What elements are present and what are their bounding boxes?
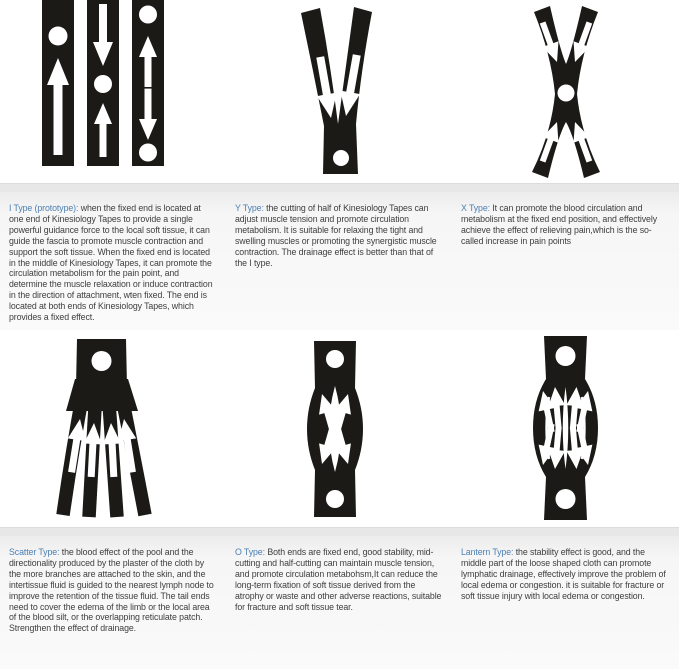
description-row-bottom xyxy=(0,536,679,669)
scatter-type-illustration-cell xyxy=(0,330,226,527)
o-type-tape-icon xyxy=(303,340,367,518)
x-type-illustration-cell xyxy=(452,0,679,183)
tape-hole xyxy=(556,346,576,366)
y-type-illustration-cell xyxy=(226,0,452,183)
tape-hole xyxy=(557,85,574,102)
description-row-top xyxy=(0,192,679,330)
lantern-type-tape-icon xyxy=(532,335,599,521)
i-type-tape-icon xyxy=(42,0,164,166)
i-type-heading: I Type (prototype): xyxy=(9,203,79,213)
illustration-row-bottom xyxy=(0,330,679,527)
tape-hole xyxy=(49,27,68,46)
section-divider xyxy=(0,527,679,536)
scatter-type-body: the blood effect of the pool and the directionality produced by the plaster of the cloth by the more branches are attached to the skin, and the intertissue fluid is guided to the nearest lymph node to improve the retention of the tissue fluid. The tail ends need to cover the edema of the limb or the local area of the blood silt, or the overlapping reticulate patch. Strengthen the effect of drainage. xyxy=(9,547,214,634)
x-type-heading: X Type: xyxy=(461,203,490,213)
tape-strip-middle xyxy=(87,0,119,166)
lantern-type-illustration-cell xyxy=(452,330,679,527)
scatter-type-description xyxy=(0,536,226,669)
tape-hole xyxy=(139,6,157,24)
o-type-illustration-cell xyxy=(226,330,452,527)
tape-strip-right xyxy=(132,0,164,166)
i-type-body: when the fixed end is located at one end of Kinesiology Tapes to provide a single powerful guidance force to the local soft tissue, it can guide the fascia to promote muscle contraction and support the soft tissue. When the fixed end is located in the middle of Kinesiology Tapes, it can promote the circulation metabolism for the pain point, and determine the muscle relaxation or induce contraction in the direction of attachment, wten fixed. The end is located at both ends of Kinesiology Tapes, which provides a fixed effect. xyxy=(9,203,213,323)
illustration-row-top xyxy=(0,0,679,183)
scatter-type-tape-icon xyxy=(56,337,156,519)
y-type-tape-icon xyxy=(298,6,372,176)
lantern-type-heading: Lantern Type: xyxy=(461,547,514,557)
lantern-type-body: the stability effect is good, and the middle part of the loose shaped cloth can promote lymphatic drainage, effectively improve the problem of local edema or congestion. it is suitable for fracture or soft tissue injury with local edema or congestion. xyxy=(461,547,666,601)
scatter-type-heading: Scatter Type: xyxy=(9,547,60,557)
tape-strip-left xyxy=(42,0,74,166)
x-type-description xyxy=(452,192,679,330)
y-type-description xyxy=(226,192,452,330)
lantern-type-description xyxy=(452,536,679,669)
o-type-description xyxy=(226,536,452,669)
o-type-body: Both ends are fixed end, good stability, mid-cutting and half-cutting can maintain muscle tension, and promote circulation metabohsm,It can reduce the long-term fixation of soft tissue derived from the atrophy or waste and other adverse reactions, suitable for fracture and soft tissue tear. xyxy=(235,547,442,612)
tape-hole xyxy=(333,150,349,166)
tape-hole xyxy=(92,351,112,371)
tape-hole xyxy=(556,489,576,509)
tape-hole xyxy=(139,144,157,162)
section-divider xyxy=(0,183,679,192)
y-type-heading: Y Type: xyxy=(235,203,264,213)
tape-hole xyxy=(326,490,344,508)
tape-hole xyxy=(94,75,112,93)
o-type-heading: O Type: xyxy=(235,547,265,557)
i-type-description xyxy=(0,192,226,330)
x-type-body: It can promote the blood circulation and metabolism at the fixed end position, and effectively achieve the effect of relieving pain,which is the so-called increase in pain points xyxy=(461,203,658,246)
x-type-tape-icon xyxy=(527,4,605,180)
y-type-body: the cutting of half of Kinesiology Tapes can adjust muscle tension and promote circulation metabolism. It is suitable for relaxing the tight and swelling muscles or promoting the synergistic muscle contraction. The drainage effect is better than that of the I type. xyxy=(235,203,437,268)
tape-hole xyxy=(326,350,344,368)
i-type-illustration-cell xyxy=(0,0,226,183)
